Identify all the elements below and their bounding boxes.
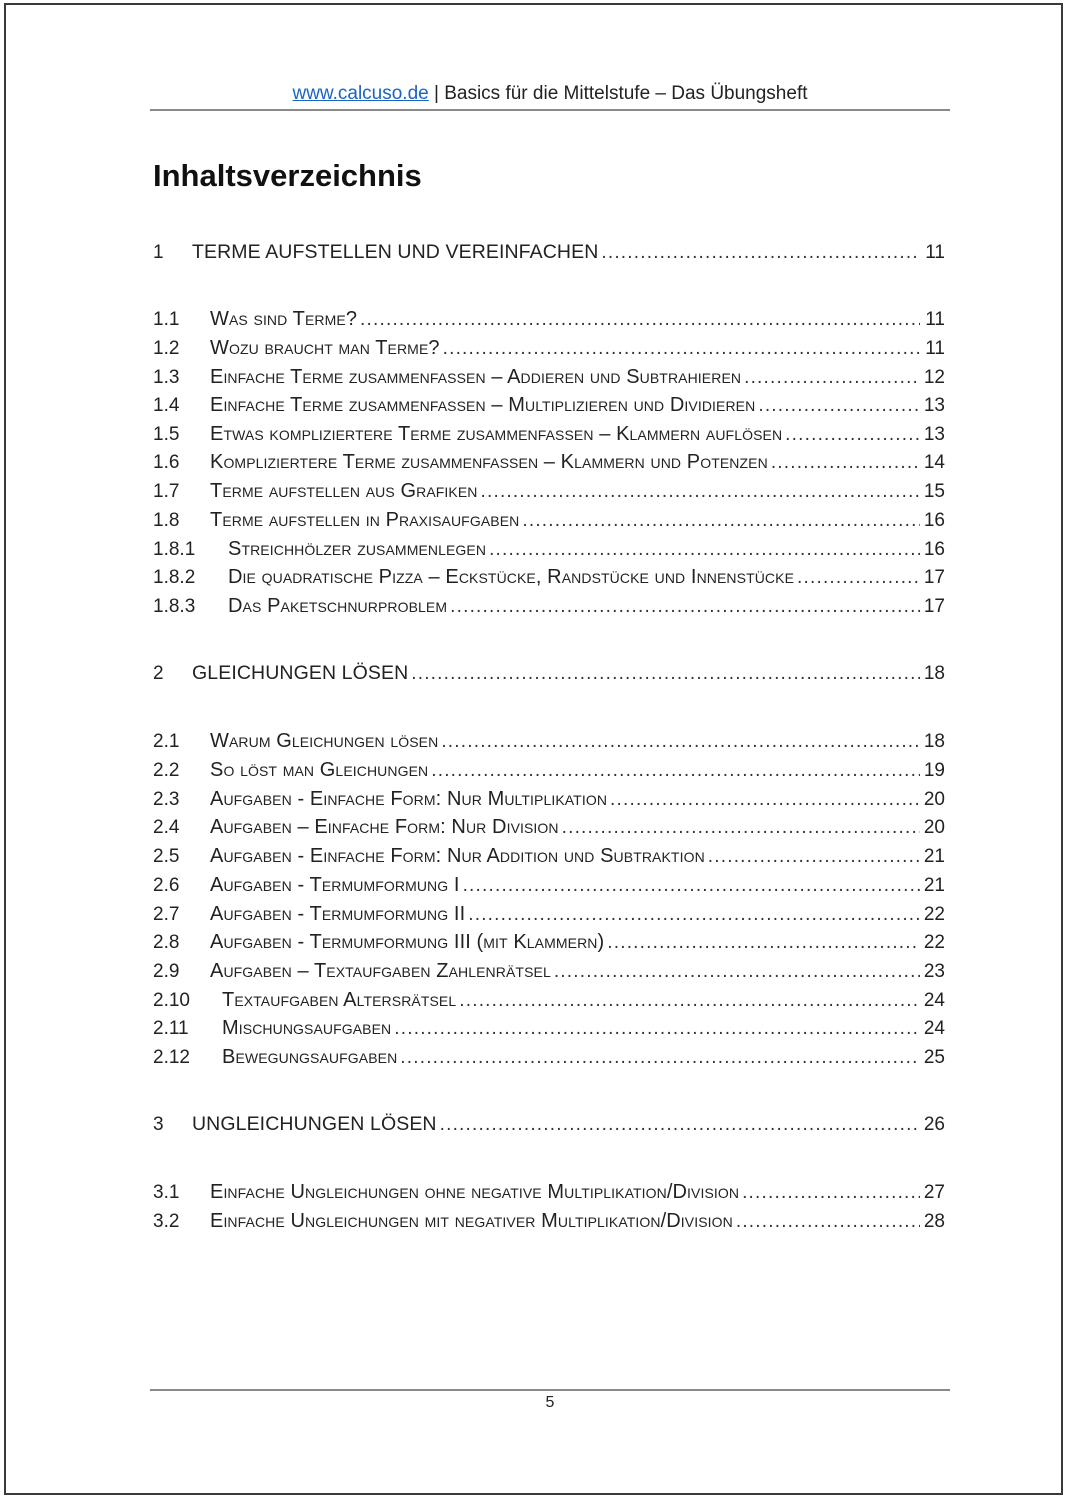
toc-entry-number: 2	[153, 663, 164, 684]
header-rule	[150, 109, 950, 111]
toc-entry-number: 1.8.2	[153, 567, 196, 588]
toc-entry-page: 18	[923, 663, 945, 684]
toc-leader-dots	[744, 364, 920, 392]
toc-entry-label: Einfache Ungleichungen ohne negative Multiplikation/Division	[210, 1181, 740, 1203]
toc-entry-label: Textaufgaben Altersrätsel	[222, 989, 457, 1011]
toc-entry-label: GLEICHUNGEN LÖSEN	[192, 662, 409, 684]
toc-entry-label: Warum Gleichungen lösen	[210, 730, 439, 752]
toc-entry-label: Einfache Terme zusammenfassen – Multiplizieren und Dividieren	[210, 394, 756, 416]
toc-entry-number: 2.10	[153, 990, 190, 1011]
toc-entry-number: 1.8.1	[153, 539, 196, 560]
toc-entry-page: 28	[923, 1211, 945, 1232]
toc-leader-dots	[411, 660, 920, 688]
toc-entry-number: 1.8.3	[153, 596, 196, 617]
toc-entry[interactable]	[153, 305, 945, 333]
toc-leader-dots	[440, 1111, 920, 1139]
toc-entry-number: 2.12	[153, 1047, 190, 1068]
toc-entry-page: 11	[925, 338, 945, 359]
toc-entry-page: 25	[923, 1047, 945, 1068]
toc-leader-dots	[450, 593, 920, 621]
toc-entry-page: 16	[923, 539, 945, 560]
toc-entry-page: 24	[923, 990, 945, 1011]
toc-leader-dots	[554, 958, 920, 986]
toc-entry-label: Das Paketschnurproblem	[228, 595, 448, 617]
toc-entry-number: 1.6	[153, 452, 180, 473]
toc-leader-dots	[742, 1179, 920, 1207]
toc-entry-page: 24	[923, 1018, 945, 1039]
toc-entry-label: Aufgaben – Einfache Form: Nur Division	[210, 816, 559, 838]
toc-entry-number: 1.4	[153, 395, 180, 416]
toc-leader-dots	[562, 814, 920, 842]
toc-entry-page: 15	[923, 481, 945, 502]
toc-leader-dots	[441, 728, 920, 756]
toc-leader-dots	[736, 1208, 920, 1236]
toc-entry[interactable]	[153, 334, 945, 362]
toc-leader-dots	[785, 421, 920, 449]
toc-entry[interactable]	[153, 563, 945, 591]
toc-leader-dots	[708, 843, 920, 871]
toc-entry[interactable]	[153, 900, 945, 928]
toc-leader-dots	[431, 757, 920, 785]
toc-entry-number: 2.11	[153, 1018, 189, 1039]
toc-entry[interactable]	[153, 727, 945, 755]
toc-entry[interactable]	[153, 785, 945, 813]
toc-entry-number: 2.3	[153, 789, 180, 810]
toc-entry-number: 2.5	[153, 846, 180, 867]
toc-entry-number: 2.6	[153, 875, 180, 896]
toc-entry-number: 1	[153, 242, 164, 263]
toc-leader-dots	[607, 929, 920, 957]
toc-entry[interactable]	[153, 238, 945, 266]
toc-entry-number: 3	[153, 1114, 164, 1135]
toc-entry[interactable]	[153, 477, 945, 505]
toc-entry-number: 3.2	[153, 1211, 180, 1232]
toc-entry-page: 11	[925, 242, 945, 263]
toc-entry-label: Aufgaben - Termumformung III (mit Klammern)	[210, 931, 605, 953]
toc-entry-label: Terme aufstellen aus Grafiken	[210, 480, 478, 502]
toc-entry-page: 26	[923, 1114, 945, 1135]
toc-entry-label: Was sind Terme?	[210, 308, 358, 330]
toc-entry-number: 1.5	[153, 424, 180, 445]
toc-leader-dots	[394, 1015, 920, 1043]
toc-entry[interactable]	[153, 535, 945, 563]
toc-entry[interactable]	[153, 363, 945, 391]
toc-leader-dots	[443, 335, 920, 363]
toc-entry-page: 17	[923, 567, 945, 588]
toc-entry[interactable]	[153, 592, 945, 620]
page-number: 5	[545, 1394, 555, 1411]
toc-entry-page: 18	[923, 731, 945, 752]
toc-entry-number: 2.2	[153, 760, 180, 781]
toc-entry-label: Aufgaben - Termumformung I	[210, 874, 460, 896]
toc-entry[interactable]	[153, 957, 945, 985]
toc-entry[interactable]	[153, 756, 945, 784]
header-link[interactable]: www.calcuso.de	[292, 83, 429, 104]
toc-entry[interactable]	[153, 391, 945, 419]
page-title: Inhaltsverzeichnis	[153, 158, 422, 193]
toc-leader-dots	[601, 239, 920, 267]
toc-entry[interactable]	[153, 842, 945, 870]
toc-entry[interactable]	[153, 871, 945, 899]
toc-entry-page: 20	[923, 789, 945, 810]
toc-leader-dots	[481, 478, 920, 506]
toc-entry-page: 17	[923, 596, 945, 617]
toc-entry[interactable]	[153, 1110, 945, 1138]
toc-entry-number: 3.1	[153, 1182, 180, 1203]
toc-leader-dots	[610, 786, 920, 814]
toc-entry-page: 12	[923, 367, 945, 388]
toc-leader-dots	[489, 536, 920, 564]
toc-leader-dots	[400, 1044, 920, 1072]
toc-entry-label: Aufgaben – Textaufgaben Zahlenrätsel	[210, 960, 551, 982]
toc-entry-page: 13	[923, 424, 945, 445]
toc-entry-label: TERME AUFSTELLEN UND VEREINFACHEN	[192, 241, 599, 263]
toc-entry-label: Bewegungsaufgaben	[222, 1046, 398, 1068]
toc-entry-number: 2.8	[153, 932, 180, 953]
toc-entry[interactable]	[153, 420, 945, 448]
toc-entry-label: Die quadratische Pizza – Eckstücke, Randstücke und Innenstücke	[228, 566, 795, 588]
toc-entry[interactable]	[153, 813, 945, 841]
toc-entry-page: 11	[925, 309, 945, 330]
toc-entry-label: Mischungsaufgaben	[222, 1017, 392, 1039]
toc-entry-page: 21	[923, 846, 945, 867]
toc-leader-dots	[771, 449, 920, 477]
toc-entry[interactable]	[153, 659, 945, 687]
toc-entry-page: 23	[923, 961, 945, 982]
toc-entry-label: Terme aufstellen in Praxisaufgaben	[210, 509, 520, 531]
toc-entry-label: UNGLEICHUNGEN LÖSEN	[192, 1113, 437, 1135]
toc-leader-dots	[463, 872, 920, 900]
toc-entry-label: Aufgaben - Einfache Form: Nur Multiplikation	[210, 788, 608, 810]
toc-entry[interactable]	[153, 928, 945, 956]
toc-entry-page: 21	[923, 875, 945, 896]
header-separator: |	[434, 83, 439, 104]
toc-entry-label: Einfache Ungleichungen mit negativer Multiplikation/Division	[210, 1210, 733, 1232]
toc-entry-number: 1.3	[153, 367, 180, 388]
toc-entry-number: 1.8	[153, 510, 180, 531]
toc-leader-dots	[360, 306, 920, 334]
toc-entry-label: Aufgaben - Einfache Form: Nur Addition und Subtraktion	[210, 845, 705, 867]
toc-entry-number: 1.1	[153, 309, 180, 330]
toc-entry-page: 13	[923, 395, 945, 416]
toc-entry[interactable]	[153, 986, 945, 1014]
toc-entry-page: 22	[923, 904, 945, 925]
toc-entry[interactable]	[153, 506, 945, 534]
toc-leader-dots	[522, 507, 920, 535]
toc-entry-page: 14	[923, 452, 945, 473]
toc-entry[interactable]	[153, 1207, 945, 1235]
toc-entry-number: 2.4	[153, 817, 180, 838]
toc-entry-page: 22	[923, 932, 945, 953]
toc-entry-label: Aufgaben - Termumformung II	[210, 903, 466, 925]
toc-entry[interactable]	[153, 448, 945, 476]
toc-entry-label: So löst man Gleichungen	[210, 759, 429, 781]
toc-entry-page: 27	[923, 1182, 945, 1203]
toc-entry-page: 19	[923, 760, 945, 781]
footer-rule	[150, 1389, 950, 1391]
toc-leader-dots	[797, 564, 920, 592]
toc-entry-page: 20	[923, 817, 945, 838]
toc-entry-label: Kompliziertere Terme zusammenfassen – Klammern und Potenzen	[210, 451, 768, 473]
toc-entry-page: 16	[923, 510, 945, 531]
toc-entry[interactable]	[153, 1178, 945, 1206]
page-header	[150, 80, 950, 108]
toc-leader-dots	[758, 392, 920, 420]
toc-entry-label: Wozu braucht man Terme?	[210, 337, 440, 359]
toc-entry-label: Etwas kompliziertere Terme zusammenfassen – Klammern auflösen	[210, 423, 783, 445]
toc-entry[interactable]	[153, 1043, 945, 1071]
toc-entry-label: Einfache Terme zusammenfassen – Addieren und Subtrahieren	[210, 366, 742, 388]
toc-entry-number: 2.9	[153, 961, 180, 982]
toc-entry-number: 2.7	[153, 904, 180, 925]
toc-leader-dots	[459, 987, 920, 1015]
toc-entry-label: Streichhölzer zusammenlegen	[228, 538, 487, 560]
toc-entry-number: 1.7	[153, 481, 180, 502]
toc-entry[interactable]	[153, 1014, 945, 1042]
header-text: Basics für die Mittelstufe – Das Übungsheft	[444, 83, 808, 104]
toc-entry-number: 2.1	[153, 731, 180, 752]
toc-entry-number: 1.2	[153, 338, 180, 359]
toc-leader-dots	[468, 901, 920, 929]
